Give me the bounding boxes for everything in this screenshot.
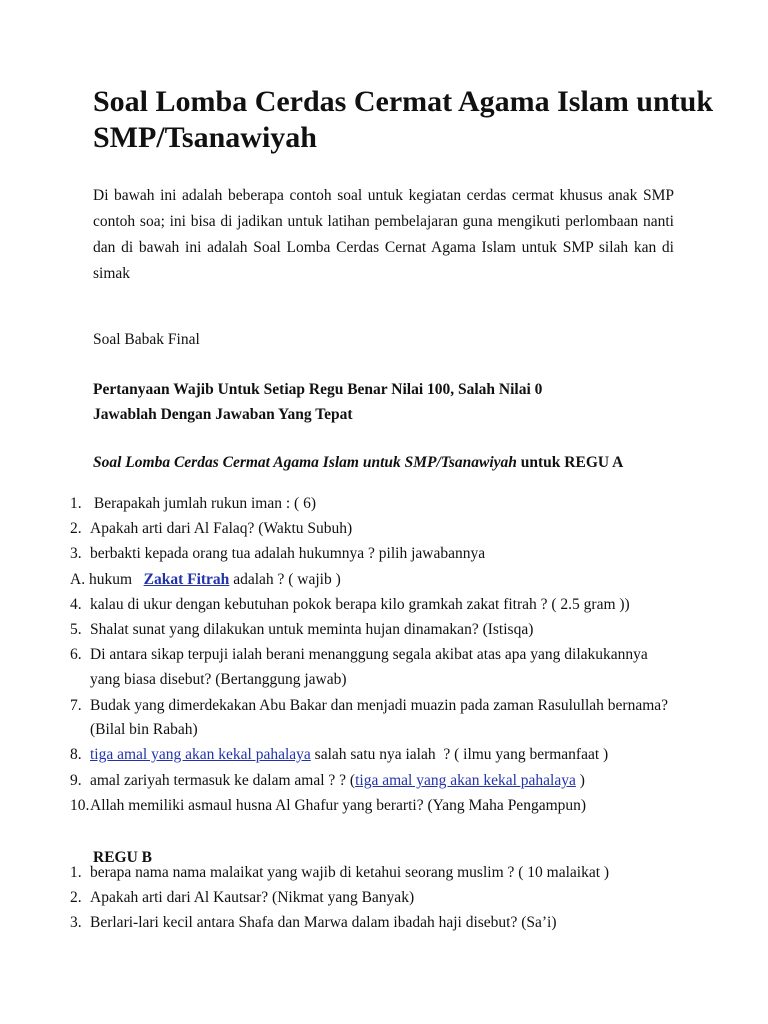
tiga-amal-link[interactable]: tiga amal yang akan kekal pahalaya bbox=[90, 746, 311, 763]
item-text: Di antara sikap terpuji ialah berani menanggung segala akibat atas apa yang dilakukannya bbox=[90, 646, 648, 663]
item-text: Berapakah jumlah rukun iman : ( 6) bbox=[90, 495, 316, 512]
tiga-amal-link[interactable]: tiga amal yang akan kekal pahalaya bbox=[355, 772, 576, 789]
item-number: 4. bbox=[70, 596, 82, 613]
regu-b-heading: REGU B bbox=[93, 849, 152, 866]
item-number: 1. bbox=[70, 495, 82, 512]
list-item bbox=[70, 771, 585, 791]
item-text: berbakti kepada orang tua adalah hukumnya ? pilih jawabannya bbox=[90, 545, 486, 562]
item-text: Apakah arti dari Al Kautsar? (Nikmat yang Banyak) bbox=[90, 889, 415, 906]
item-number: 3. bbox=[70, 545, 82, 562]
item-text: Allah memiliki asmaul husna Al Ghafur yang berarti? (Yang Maha Pengampun) bbox=[90, 797, 587, 814]
item-text-prefix: amal zariyah termasuk ke dalam amal ? ? ( bbox=[90, 772, 356, 789]
item-text-suffix: salah satu nya ialah ? ( ilmu yang bermanfaat ) bbox=[310, 746, 609, 763]
item-number: 2. bbox=[70, 520, 82, 537]
item-text: Budak yang dimerdekakan Abu Bakar dan menjadi muazin pada zaman Rasulullah bernama? bbox=[90, 697, 669, 714]
item-number: 7. bbox=[70, 697, 82, 714]
section-label: Soal Babak Final bbox=[93, 331, 200, 348]
list-item bbox=[70, 796, 586, 816]
item-number: 2. bbox=[70, 889, 82, 906]
list-item bbox=[70, 863, 609, 883]
list-item bbox=[70, 494, 316, 514]
intro-paragraph: Di bawah ini adalah beberapa contoh soal untuk kegiatan cerdas cermat khusus anak SMP contoh soa; ini bisa di jadikan untuk latihan pembelajaran guna mengikuti perlombaan nanti dan di bawah ini adalah Soal Lomba Cerdas Cernat Agama Islam untuk SMP silah kan di simak bbox=[93, 187, 674, 282]
rule-instruction: Jawablah Dengan Jawaban Yang Tepat bbox=[93, 406, 353, 423]
list-item bbox=[70, 519, 352, 539]
item-number: 1. bbox=[70, 864, 82, 881]
list-item-continuation: (Bilal bin Rabah) bbox=[90, 721, 198, 738]
item-number: 5. bbox=[70, 621, 82, 638]
list-item bbox=[70, 570, 341, 590]
zakat-fitrah-link[interactable]: Zakat Fitrah bbox=[143, 571, 230, 588]
item-number: 6. bbox=[70, 646, 82, 663]
list-item bbox=[70, 745, 608, 765]
regu-a-heading bbox=[93, 453, 623, 473]
item-text: Berlari-lari kecil antara Shafa dan Marwa dalam ibadah haji disebut? (Sa’i) bbox=[90, 914, 557, 931]
list-item bbox=[70, 696, 668, 716]
item-text: Apakah arti dari Al Falaq? (Waktu Subuh) bbox=[90, 520, 353, 537]
page-title: Soal Lomba Cerdas Cermat Agama Islam untuk SMP/Tsanawiyah bbox=[93, 85, 714, 154]
list-item-continuation: yang biasa disebut? (Bertanggung jawab) bbox=[90, 671, 347, 688]
regu-a-heading-suffix: untuk REGU A bbox=[520, 454, 624, 471]
list-item bbox=[70, 888, 414, 908]
item-text-prefix: A. hukum bbox=[70, 571, 136, 588]
list-item bbox=[70, 913, 557, 933]
item-text: kalau di ukur dengan kebutuhan pokok berapa kilo gramkah zakat fitrah ? ( 2.5 gram )) bbox=[90, 596, 630, 613]
item-number: 9. bbox=[70, 772, 82, 789]
list-item bbox=[70, 544, 485, 564]
item-number: 3. bbox=[70, 914, 82, 931]
regu-a-heading-title: Soal Lomba Cerdas Cermat Agama Islam untuk SMP/Tsanawiyah bbox=[93, 454, 517, 471]
list-item bbox=[70, 620, 533, 640]
item-text: berapa nama nama malaikat yang wajib di ketahui seorang muslim ? ( 10 malaikat ) bbox=[90, 864, 610, 881]
item-text-suffix: adalah ? ( wajib ) bbox=[229, 571, 341, 588]
list-item bbox=[70, 595, 630, 615]
list-item bbox=[70, 645, 648, 665]
item-text-suffix: ) bbox=[575, 772, 585, 789]
item-text: Shalat sunat yang dilakukan untuk meminta hujan dinamakan? (Istisqa) bbox=[90, 621, 534, 638]
item-number: 10. bbox=[70, 797, 90, 814]
item-number: 8. bbox=[70, 746, 82, 763]
rule-scoring: Pertanyaan Wajib Untuk Setiap Regu Benar Nilai 100, Salah Nilai 0 bbox=[93, 381, 543, 398]
